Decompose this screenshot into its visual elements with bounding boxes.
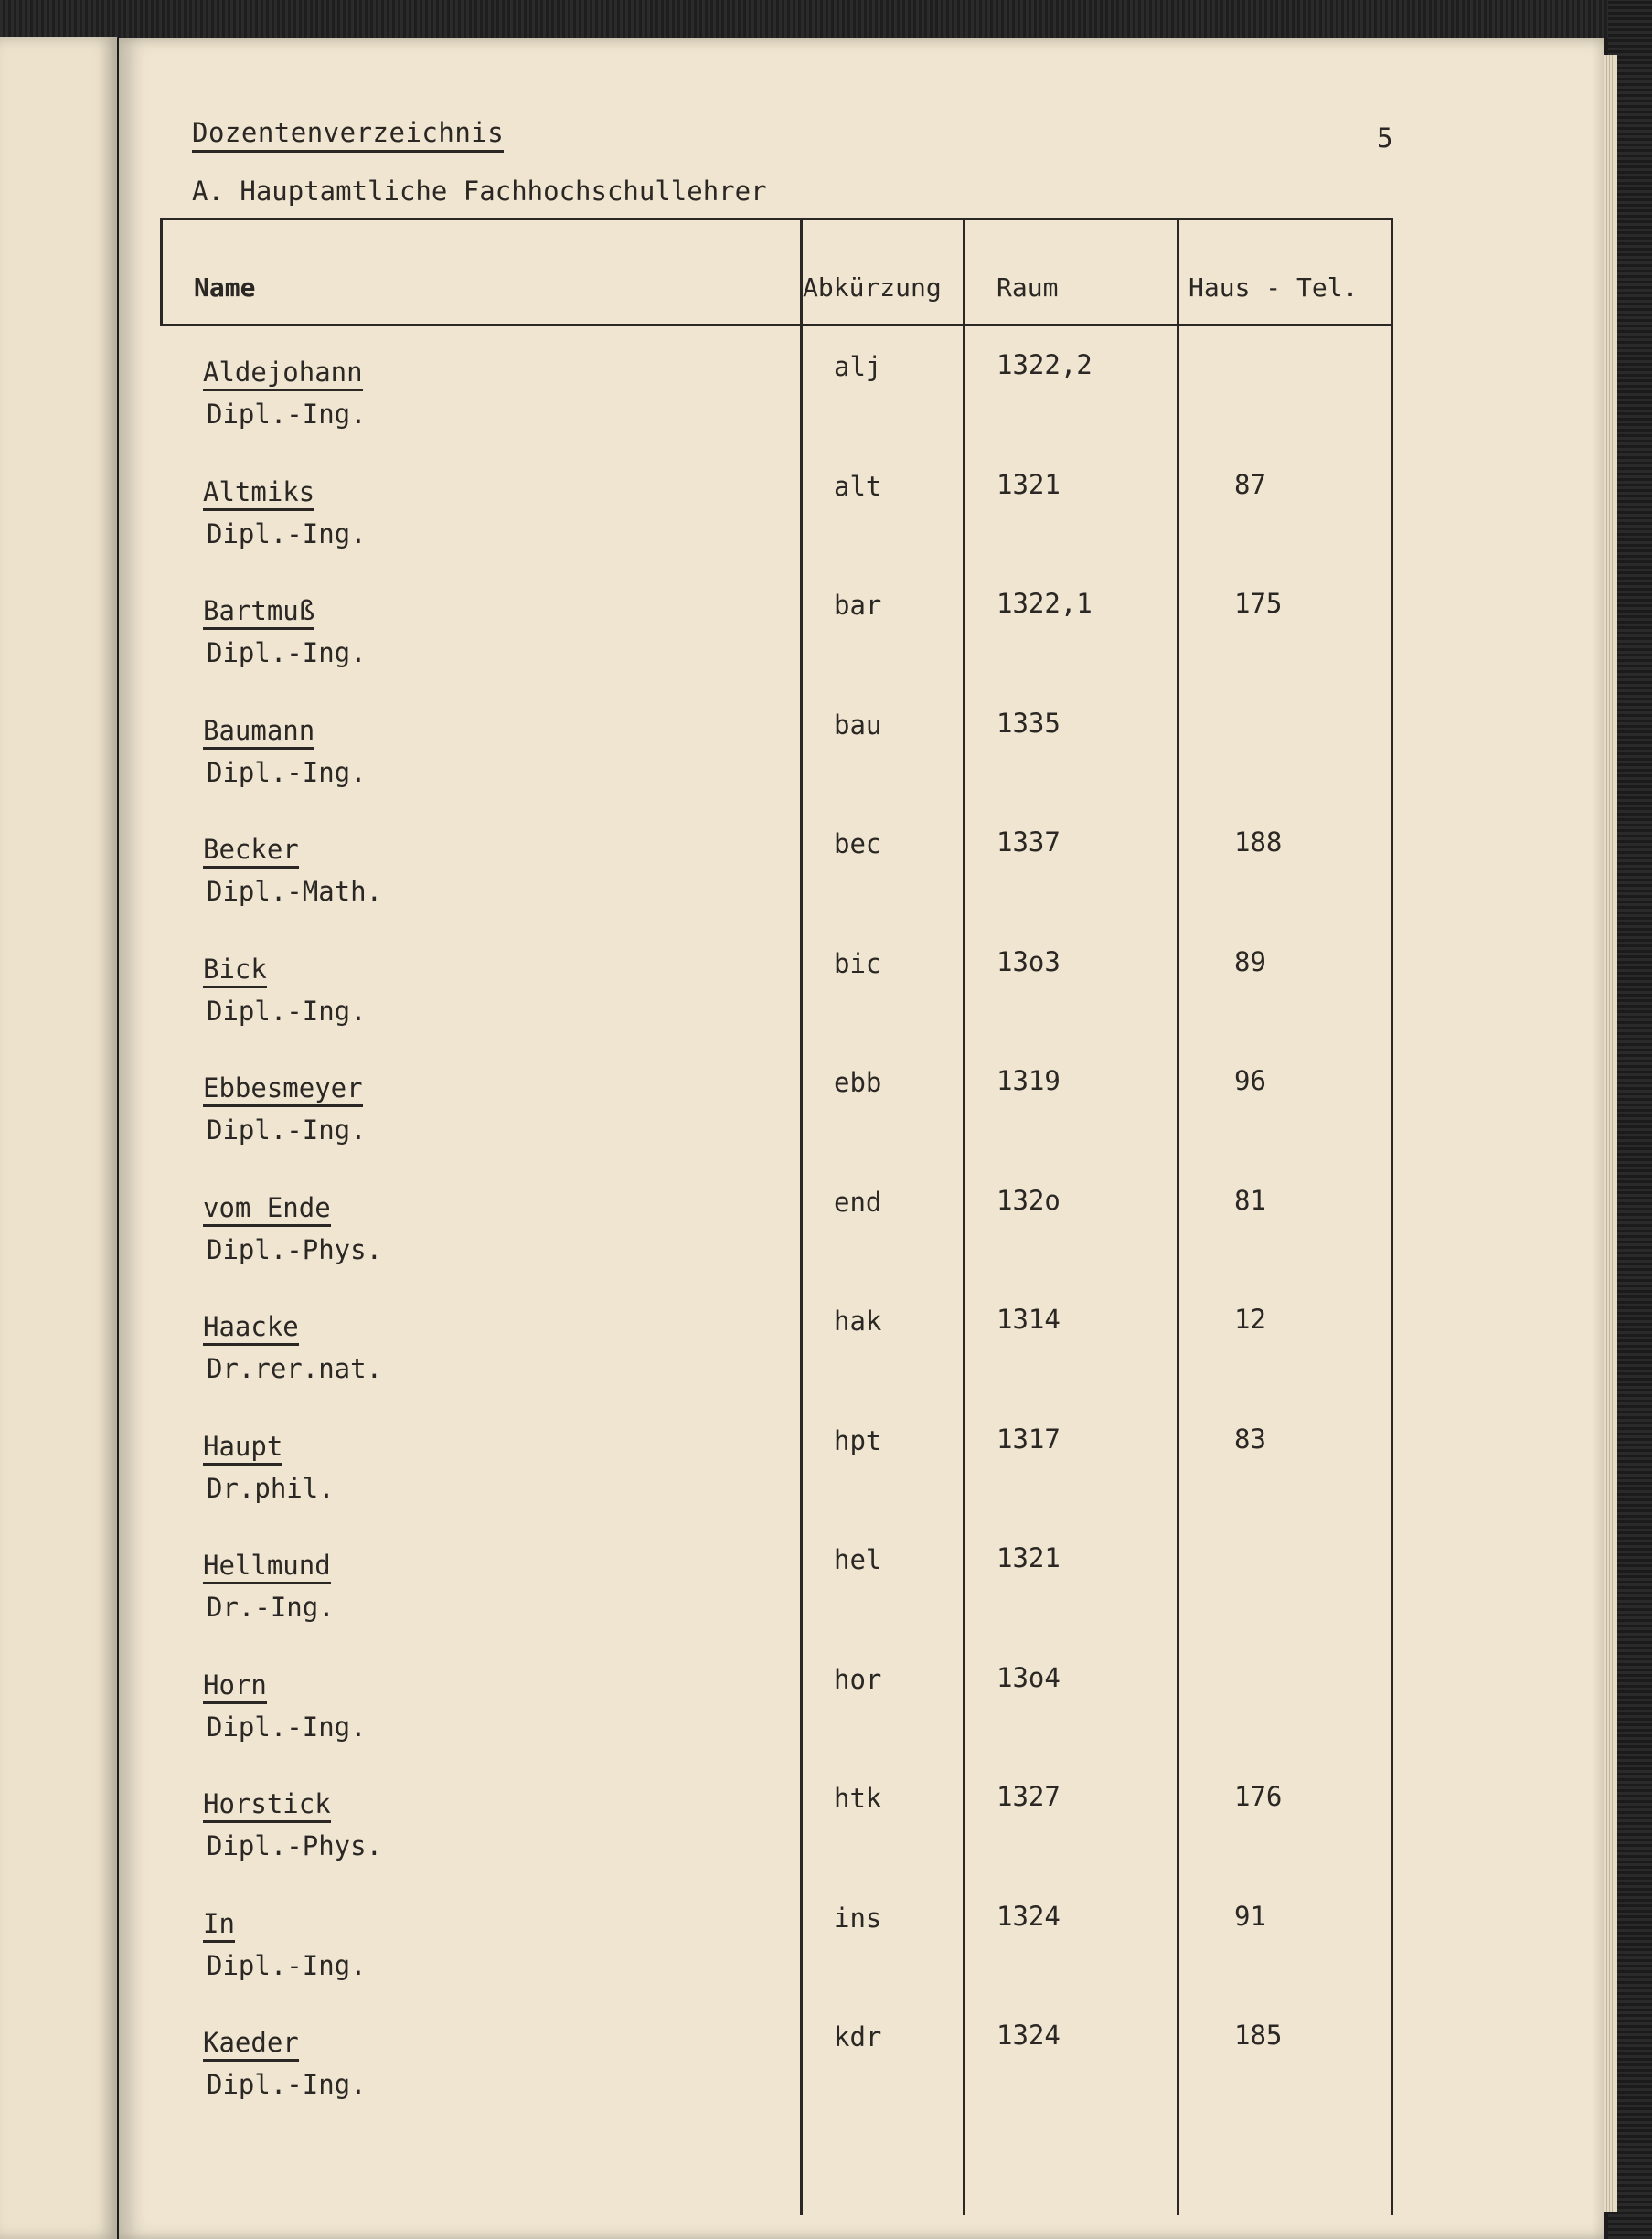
table-row-name	[203, 1908, 235, 1943]
table-row-name	[203, 2027, 299, 2062]
table-row-abbr: bar	[834, 590, 882, 621]
table-row-name	[203, 595, 314, 630]
table-row-title: Dipl.-Phys.	[207, 1233, 383, 1265]
table-row-tel: 81	[1234, 1184, 1266, 1216]
section-heading: A. Hauptamtliche Fachhochschullehrer	[192, 176, 767, 207]
document-title: Dozentenverzeichnis	[192, 117, 504, 153]
table-row-room: 13o4	[997, 1661, 1060, 1693]
name-text: Haupt	[203, 1431, 282, 1466]
table-row-tel: 185	[1234, 2020, 1283, 2051]
table-row-tel: 188	[1234, 826, 1283, 858]
table-divider-tel	[1177, 218, 1179, 2215]
page-number: 5	[1377, 123, 1393, 154]
table-row-tel: 87	[1234, 468, 1266, 500]
table-row-title: Dipl.-Ing.	[207, 1114, 367, 1146]
column-header-tel: Haus - Tel.	[1188, 272, 1359, 303]
name-text: In	[203, 1908, 235, 1943]
table-row-title: Dipl.-Ing.	[207, 995, 367, 1027]
table-row-title: Dipl.-Phys.	[207, 1830, 383, 1861]
table-divider-abbr	[800, 218, 803, 2215]
name-text: Altmiks	[203, 476, 314, 511]
table-row-name	[203, 1788, 331, 1823]
table-row-abbr: bec	[834, 828, 882, 859]
table-top-border	[160, 218, 1393, 220]
table-row-abbr: ins	[834, 1902, 882, 1934]
table-row-room: 1322,2	[997, 349, 1092, 380]
column-header-name: Name	[194, 272, 256, 303]
name-text: Horn	[203, 1669, 267, 1704]
table-row-name	[203, 357, 363, 391]
table-row-abbr: kdr	[834, 2021, 882, 2052]
table-row-title: Dr.rer.nat.	[207, 1353, 383, 1384]
table-header-border	[160, 324, 1393, 326]
table-row-room: 1321	[997, 468, 1060, 500]
table-row-room: 132o	[997, 1184, 1060, 1216]
table-row-room: 13o3	[997, 945, 1060, 977]
name-text: vom Ende	[203, 1192, 331, 1227]
table-row-name	[203, 834, 299, 869]
table-row-room: 1324	[997, 1900, 1060, 1932]
name-text: Kaeder	[203, 2027, 299, 2062]
table-row-room: 1314	[997, 1304, 1060, 1335]
table-row-room: 1327	[997, 1781, 1060, 1812]
table-row-abbr: end	[834, 1186, 882, 1218]
table-row-tel: 12	[1234, 1304, 1266, 1335]
table-row-abbr: htk	[834, 1783, 882, 1814]
table-row-title: Dipl.-Math.	[207, 876, 383, 907]
table-row-tel: 175	[1234, 588, 1283, 619]
name-text: Aldejohann	[203, 357, 363, 391]
name-text: Ebbesmeyer	[203, 1072, 363, 1107]
table-row-name	[203, 715, 314, 750]
table-row-name	[203, 1311, 299, 1346]
name-text: Bick	[203, 954, 267, 988]
table-row-name	[203, 1192, 331, 1227]
table-row-tel: 176	[1234, 1781, 1283, 1812]
name-text: Baumann	[203, 715, 314, 750]
table-row-abbr: bic	[834, 947, 882, 979]
table-row-abbr: hel	[834, 1544, 882, 1575]
table-row-abbr: hak	[834, 1306, 882, 1337]
table-row-room: 1322,1	[997, 588, 1092, 619]
table-divider-room	[963, 218, 965, 2215]
name-text: Horstick	[203, 1788, 331, 1823]
table-row-abbr: bau	[834, 709, 882, 741]
table-row-title: Dr.-Ing.	[207, 1592, 335, 1623]
binder-top-edge	[0, 0, 1652, 38]
table-row-title: Dipl.-Ing.	[207, 517, 367, 549]
table-left-border	[160, 218, 163, 326]
table-row-name	[203, 1669, 267, 1704]
table-row-abbr: alj	[834, 351, 882, 382]
column-header-room: Raum	[997, 272, 1059, 303]
table-row-title: Dr.phil.	[207, 1472, 335, 1504]
table-row-room: 1335	[997, 707, 1060, 739]
page-stack-edge	[1604, 55, 1617, 2212]
table-row-room: 1324	[997, 2020, 1060, 2051]
table-row-title: Dipl.-Ing.	[207, 1949, 367, 1981]
table-row-room: 1319	[997, 1065, 1060, 1096]
name-text: Haacke	[203, 1311, 299, 1346]
table-row-title: Dipl.-Ing.	[207, 756, 367, 788]
table-row-room: 1337	[997, 826, 1060, 858]
table-row-tel: 83	[1234, 1423, 1266, 1455]
left-page	[0, 37, 117, 2239]
name-text: Bartmuß	[203, 595, 314, 630]
table-row-title: Dipl.-Ing.	[207, 2069, 367, 2100]
table-row-name	[203, 1431, 282, 1466]
column-header-abbr: Abkürzung	[803, 272, 942, 303]
table-row-abbr: alt	[834, 470, 882, 502]
table-row-abbr: ebb	[834, 1067, 882, 1098]
table-row-title: Dipl.-Ing.	[207, 399, 367, 430]
table-row-title: Dipl.-Ing.	[207, 1711, 367, 1743]
table-right-border	[1391, 218, 1393, 2215]
document-page	[119, 38, 1604, 2239]
table-row-name	[203, 954, 267, 988]
table-row-name	[203, 476, 314, 511]
table-row-tel: 91	[1234, 1900, 1266, 1932]
name-text: Becker	[203, 834, 299, 869]
table-row-tel: 96	[1234, 1065, 1266, 1096]
table-row-room: 1317	[997, 1423, 1060, 1455]
table-row-name	[203, 1072, 363, 1107]
table-row-tel: 89	[1234, 945, 1266, 977]
name-text: Hellmund	[203, 1550, 331, 1584]
table-row-name	[203, 1550, 331, 1584]
table-row-room: 1321	[997, 1542, 1060, 1573]
table-row-abbr: hpt	[834, 1424, 882, 1456]
table-row-title: Dipl.-Ing.	[207, 637, 367, 668]
table-row-abbr: hor	[834, 1663, 882, 1695]
